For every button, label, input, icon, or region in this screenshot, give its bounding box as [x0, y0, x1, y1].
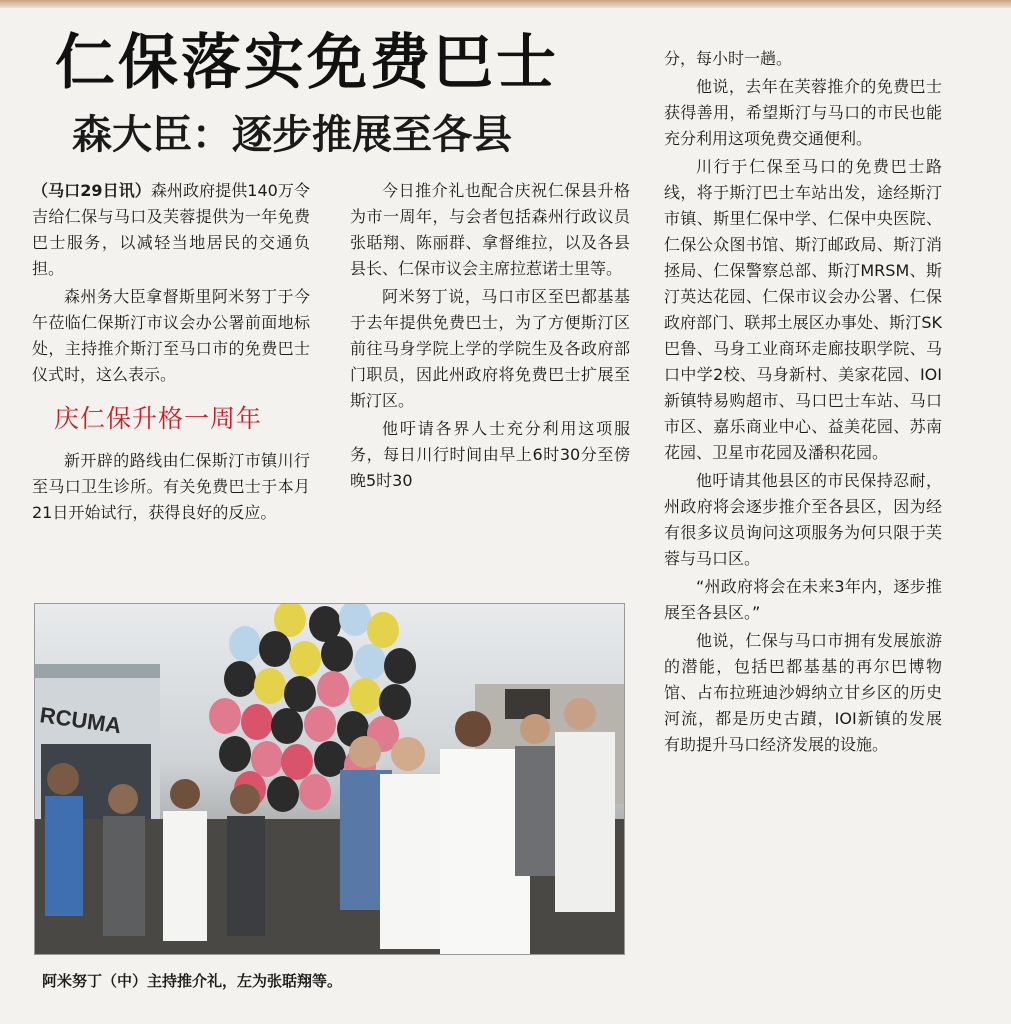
paragraph-3: 新开辟的路线由仁保斯汀市镇川行至马口卫生诊所。有关免费巴士于本月21日开始试行，获得良好的反应。: [32, 451, 310, 522]
bus-label: RCUMA: [38, 702, 123, 739]
dateline: （马口29日讯）: [32, 181, 151, 200]
paragraph-9: 他吁请其他县区的市民保持忍耐，州政府将会逐步推介至各县区，因为经有很多议员询问这项服务为何只限于芙蓉与马口区。: [664, 471, 942, 568]
paragraph-continued: 分，每小时一趟。: [664, 49, 793, 68]
news-photo: [34, 603, 625, 955]
paragraph-5: 阿米努丁说，马口市区至巴都基基于去年提供免费巴士，为了方便斯汀区前往马身学院上学的学院生及各政府部门职员，因此州政府将免费巴士扩展至斯汀区。: [350, 287, 630, 410]
column-2: [350, 178, 630, 496]
paragraph-7: 他说，去年在芙蓉推介的免费巴士获得善用，希望斯汀与马口的市民也能充分利用这项免费交通便利。: [664, 77, 942, 148]
paragraph-8: 川行于仁保至马口的免费巴士路线，将于斯汀巴士车站出发，途经斯汀市镇、斯里仁保中学、仁保中央医院、仁保公众图书馆、斯汀邮政局、斯汀消拯局、仁保警察总部、斯汀MRSM、斯汀英达花园、仁保市议会办公署、仁保政府部门、联邦土展区办事处、斯汀SK巴鲁、马身工业商环走廊技职学院、马口中学2校、马身新村、美家花园、IOI新镇特易购超市、马口巴士车站、马口市区、嘉乐商业中心、益美花园、苏南花园、卫星市花园及潘积花园。: [664, 157, 942, 462]
paragraph-1: [32, 178, 310, 282]
paper-top-edge: [0, 0, 1011, 8]
column-1: [32, 178, 310, 528]
subheadline: 森大臣：逐步推展至各县: [72, 112, 512, 158]
building-sign: [505, 689, 550, 719]
headline: 仁保落实免费巴士: [55, 28, 559, 98]
section-heading: 庆仁保升格一周年: [54, 404, 263, 433]
paragraph-10: “州政府将会在未来3年内，逐步推展至各县区。”: [664, 577, 942, 622]
paragraph-1-text: 森州政府提供140万令吉给仁保与马口及芙蓉提供为一年免费巴士服务，以减轻当地居民的交通负担。: [32, 181, 310, 278]
paragraph-6: 他吁请各界人士充分利用这项服务，每日川行时间由早上6时30分至傍晚5时30: [350, 419, 630, 490]
paragraph-2: 森州务大臣拿督斯里阿米努丁于今午莅临仁保斯汀市议会办公署前面地标处，主持推介斯汀至马口市的免费巴士仪式时，这么表示。: [32, 287, 310, 384]
bus-roof: [35, 664, 160, 678]
column-3: [664, 46, 942, 760]
photo-caption: 阿米努丁（中）主持推介礼，左为张聒翔等。: [42, 972, 343, 990]
photo-illustration: [35, 604, 624, 954]
paragraph-11: 他说，仁保与马口市拥有发展旅游的潜能，包括巴都基基的再尔巴博物馆、占布拉班迪沙姆纳立甘乡区的历史河流，都是历史古蹟，IOI新镇的发展有助提升马口经济发展的设施。: [664, 631, 942, 754]
paragraph-4: 今日推介礼也配合庆祝仁保县升格为市一周年，与会者包括森州行政议员张聒翔、陈丽群、拿督维拉，以及各县县长、仁保市议会主席拉惹诺士里等。: [350, 181, 630, 278]
